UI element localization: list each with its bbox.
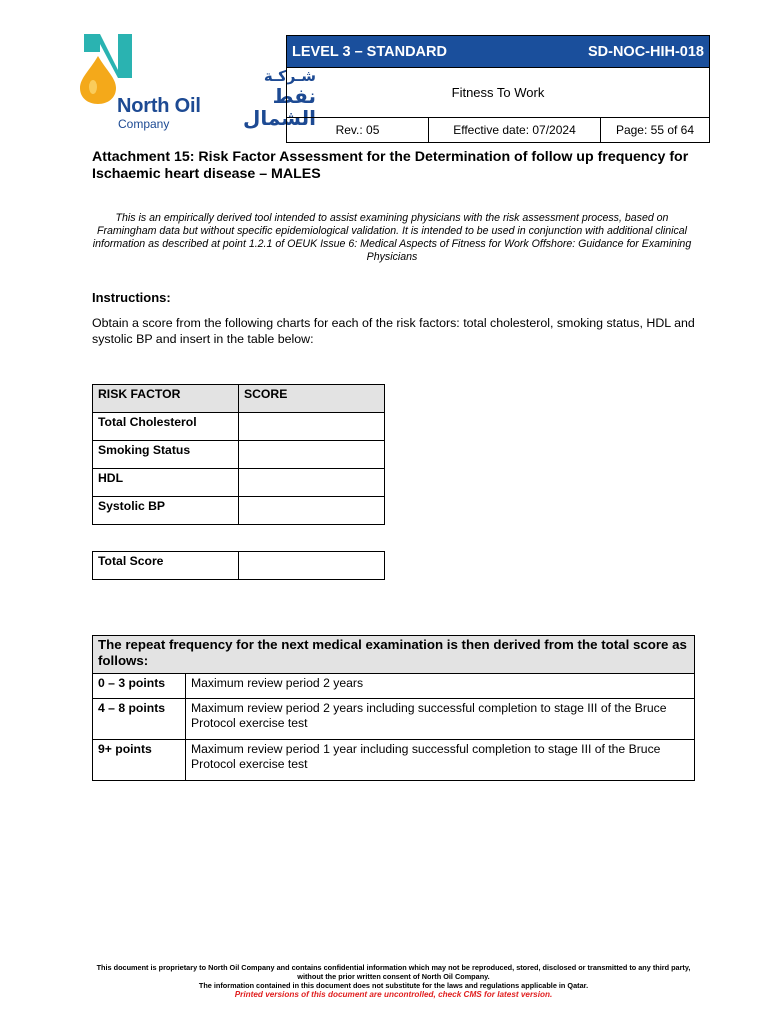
document-header [286,35,710,143]
logo-mark-icon [78,32,140,104]
points-range: 4 – 8 points [93,699,186,740]
review-period: Maximum review period 2 years including successful completion to stage III of the Bruce Protocol exercise test [186,699,695,740]
score-cell[interactable] [239,497,385,525]
table-row [93,497,385,525]
document-title: Fitness To Work [287,67,709,117]
table-row [93,699,695,740]
table-row [93,413,385,441]
table-header-row [93,385,385,413]
logo-arabic-text: شـركـة نفط الشمال [243,67,316,130]
risk-factor-label: Systolic BP [93,497,239,525]
instructions-heading: Instructions: [92,290,171,305]
header-band [287,36,709,67]
page-footer [86,963,701,999]
revision: Rev.: 05 [287,118,429,142]
header-risk-factor: RISK FACTOR [93,385,239,413]
logo-company: Company [118,117,170,131]
table-row [93,552,385,580]
footer-uncontrolled-notice: Printed versions of this document are uncontrolled, check CMS for latest version. [234,990,553,999]
table-header-row [93,636,695,674]
intro-paragraph: This is an empirically derived tool intended to assist examining physicians with the risk assessment process, based on Framingham data but without specific epidemiological validation. It is intended to be used in conjunction with additional clinical information as described at point 1.2.1 of OEUK Issue 6: Medical Aspects of Fitness for Work Offshore: Guidance for Examining Physicians [92,212,692,263]
score-cell[interactable] [239,413,385,441]
header-score: SCORE [239,385,385,413]
risk-factor-table [92,384,385,525]
total-score-cell[interactable] [239,552,385,580]
table-row [93,441,385,469]
score-cell[interactable] [239,469,385,497]
table-row [93,674,695,699]
review-period: Maximum review period 1 year including successful completion to stage III of the Bruce Protocol exercise test [186,740,695,781]
header-meta-row [287,117,709,142]
review-period: Maximum review period 2 years [186,674,695,699]
total-score-table [92,551,385,580]
score-cell[interactable] [239,441,385,469]
instructions-body: Obtain a score from the following charts for each of the risk factors: total cholesterol, smoking status, HDL and systolic BP and insert in the table below: [92,316,695,346]
logo-name: North Oil [117,95,201,117]
document-code: SD-NOC-HIH-018 [587,43,704,60]
risk-factor-label: HDL [93,469,239,497]
frequency-heading: The repeat frequency for the next medical examination is then derived from the total score as follows: [93,636,695,674]
total-score-label: Total Score [93,552,239,580]
repeat-frequency-table [92,635,695,781]
level-label: LEVEL 3 – STANDARD [292,43,447,60]
footer-confidentiality: This document is proprietary to North Oil Company and contains confidential information which may not be reproduced, stored, disclosed or transmitted to any third party, without the prior written consent of North Oil Company. [96,963,691,981]
risk-factor-label: Total Cholesterol [93,413,239,441]
table-row [93,740,695,781]
risk-factor-label: Smoking Status [93,441,239,469]
page-number: Page: 55 of 64 [615,123,695,137]
points-range: 0 – 3 points [93,674,186,699]
effective-date: Effective date: 07/2024 [429,118,601,142]
table-row [93,469,385,497]
footer-disclaimer: The information contained in this document does not substitute for the laws and regulations applicable in Qatar. [198,981,589,990]
points-range: 9+ points [93,740,186,781]
attachment-title: Attachment 15: Risk Factor Assessment for the Determination of follow up frequency for Ischaemic heart disease – MALES [92,149,689,182]
